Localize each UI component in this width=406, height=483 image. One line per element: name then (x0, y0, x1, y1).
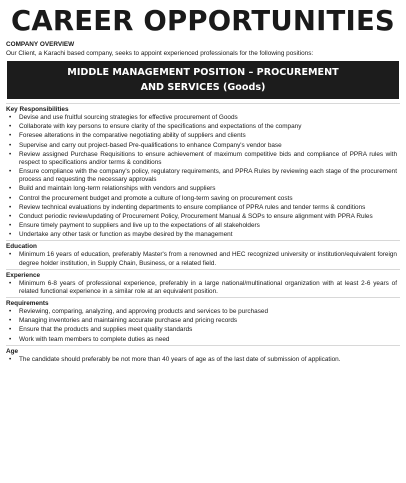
bullet-icon: • (9, 231, 12, 239)
bullet-icon: • (9, 279, 12, 287)
section-education (6, 240, 400, 267)
bullet-icon: • (9, 150, 12, 158)
position-title-line-1: MIDDLE MANAGEMENT POSITION – PROCUREMENT (67, 67, 339, 78)
bullet-icon: • (9, 251, 12, 259)
bullet-list (6, 251, 400, 267)
list-item-text: Control the procurement budget and promote a culture of long-term saving on procurement costs (19, 194, 293, 202)
list-item-text: Review assigned Purchase Requisitions to ensure achievement of maximum competitive bids and compliance of PPRA rules with respect to specifications and/or terms & conditions (19, 150, 397, 166)
bullet-icon: • (9, 335, 12, 343)
bullet-icon: • (9, 355, 12, 363)
list-item-text: Minimum 6-8 years of professional experience, preferably in a large national/multinational organization with at least 2-6 years of related functional experience in a similar role at an equivalent position. (19, 279, 397, 295)
position-title-line-2: AND SERVICES (Goods) (140, 82, 266, 93)
list-item-text: The candidate should preferably be not more than 40 years of age as of the last date of submission of application. (19, 355, 341, 363)
list-item (6, 114, 400, 122)
list-item-text: Review technical evaluations by indenting departments to ensure compliance of PPRA rules and tender terms & conditions (19, 203, 366, 211)
list-item (6, 308, 400, 316)
section-heading: Experience (6, 271, 41, 279)
list-item (6, 213, 400, 221)
list-item (6, 336, 400, 344)
bullet-list (6, 114, 400, 239)
section-heading: Age (6, 347, 19, 355)
section-requirements (6, 297, 400, 344)
bullet-list (6, 356, 400, 364)
company-overview-heading: COMPANY OVERVIEW (6, 41, 75, 48)
position-title-banner (7, 61, 399, 99)
list-item-text: Build and maintain long-term relationships with vendors and suppliers (19, 185, 216, 193)
bullet-icon: • (9, 123, 12, 131)
company-overview-text: Our Client, a Karachi based company, seeks to appoint experienced professionals for the following positions: (6, 50, 314, 57)
bullet-icon: • (9, 308, 12, 315)
page-title: CAREER OPPORTUNITIES (11, 5, 395, 37)
list-item (6, 231, 400, 239)
list-item-text: Minimum 16 years of education, preferably Master's from a renowned and HEC recognized university or institution/equivalent foreign degree holder institution, in Supply Chain, Business, or a related field. (19, 251, 397, 267)
list-item (6, 185, 400, 193)
section-heading: Key Responsibilities (6, 106, 69, 113)
list-item (6, 123, 400, 131)
list-item-text: Devise and use fruitful sourcing strategies for effective procurement of Goods (19, 114, 238, 121)
list-item (6, 317, 400, 325)
bullet-icon: • (9, 317, 12, 325)
list-item-text: Foresee alterations in the comparative negotiating ability of suppliers and clients (19, 132, 246, 140)
section-age (6, 345, 400, 364)
list-item-text: Conduct periodic review/updating of Procurement Policy, Procurement Manual & SOPs to ensure alignment with PPRA Rules (19, 212, 373, 220)
bullet-icon: • (9, 168, 12, 176)
bullet-icon: • (9, 114, 12, 121)
section-experience (6, 269, 400, 296)
bullet-list (6, 308, 400, 344)
list-item-text: Ensure compliance with the company's policy, regulatory requirements, and PPRA Rules by reviewing each stage of the procurement process and requesting the necessary approvals (19, 168, 397, 184)
bullet-icon: • (9, 132, 12, 140)
bullet-icon: • (9, 194, 12, 202)
list-item-text: Undertake any other task or function as maybe desired by the management (19, 231, 233, 239)
list-item-text: Collaborate with key persons to ensure clarity of the specifications and expectations of the company (19, 123, 302, 131)
list-item-text: Ensure that the products and supplies meet quality standards (19, 326, 193, 334)
list-item (6, 132, 400, 140)
list-item (6, 251, 400, 267)
sections-container (6, 103, 400, 364)
section-key-responsibilities (6, 103, 400, 239)
bullet-list (6, 280, 400, 296)
list-item (6, 222, 400, 230)
list-item (6, 326, 400, 334)
bullet-icon: • (9, 222, 12, 230)
bullet-icon: • (9, 185, 12, 193)
list-item-text: Managing inventories and maintaining accurate purchase and pricing records (19, 317, 238, 325)
list-item (6, 142, 400, 150)
list-item (6, 195, 400, 203)
bullet-icon: • (9, 203, 12, 211)
list-item-text: Reviewing, comparing, analyzing, and approving products and services to be purchased (19, 308, 269, 315)
section-heading: Education (6, 243, 37, 251)
list-item-text: Ensure timely payment to suppliers and live up to the expectations of all stakeholders (19, 222, 260, 230)
list-item (6, 168, 400, 184)
list-item-text: Supervise and carry out project-based Pre-qualifications to enhance Company's vendor base (19, 141, 282, 149)
section-heading: Requirements (6, 300, 49, 307)
list-item (6, 204, 400, 212)
list-item (6, 356, 400, 364)
bullet-icon: • (9, 326, 12, 334)
list-item-text: Work with team members to complete duties as need (19, 335, 170, 343)
bullet-icon: • (9, 141, 12, 149)
list-item (6, 151, 400, 167)
list-item (6, 280, 400, 296)
bullet-icon: • (9, 212, 12, 220)
